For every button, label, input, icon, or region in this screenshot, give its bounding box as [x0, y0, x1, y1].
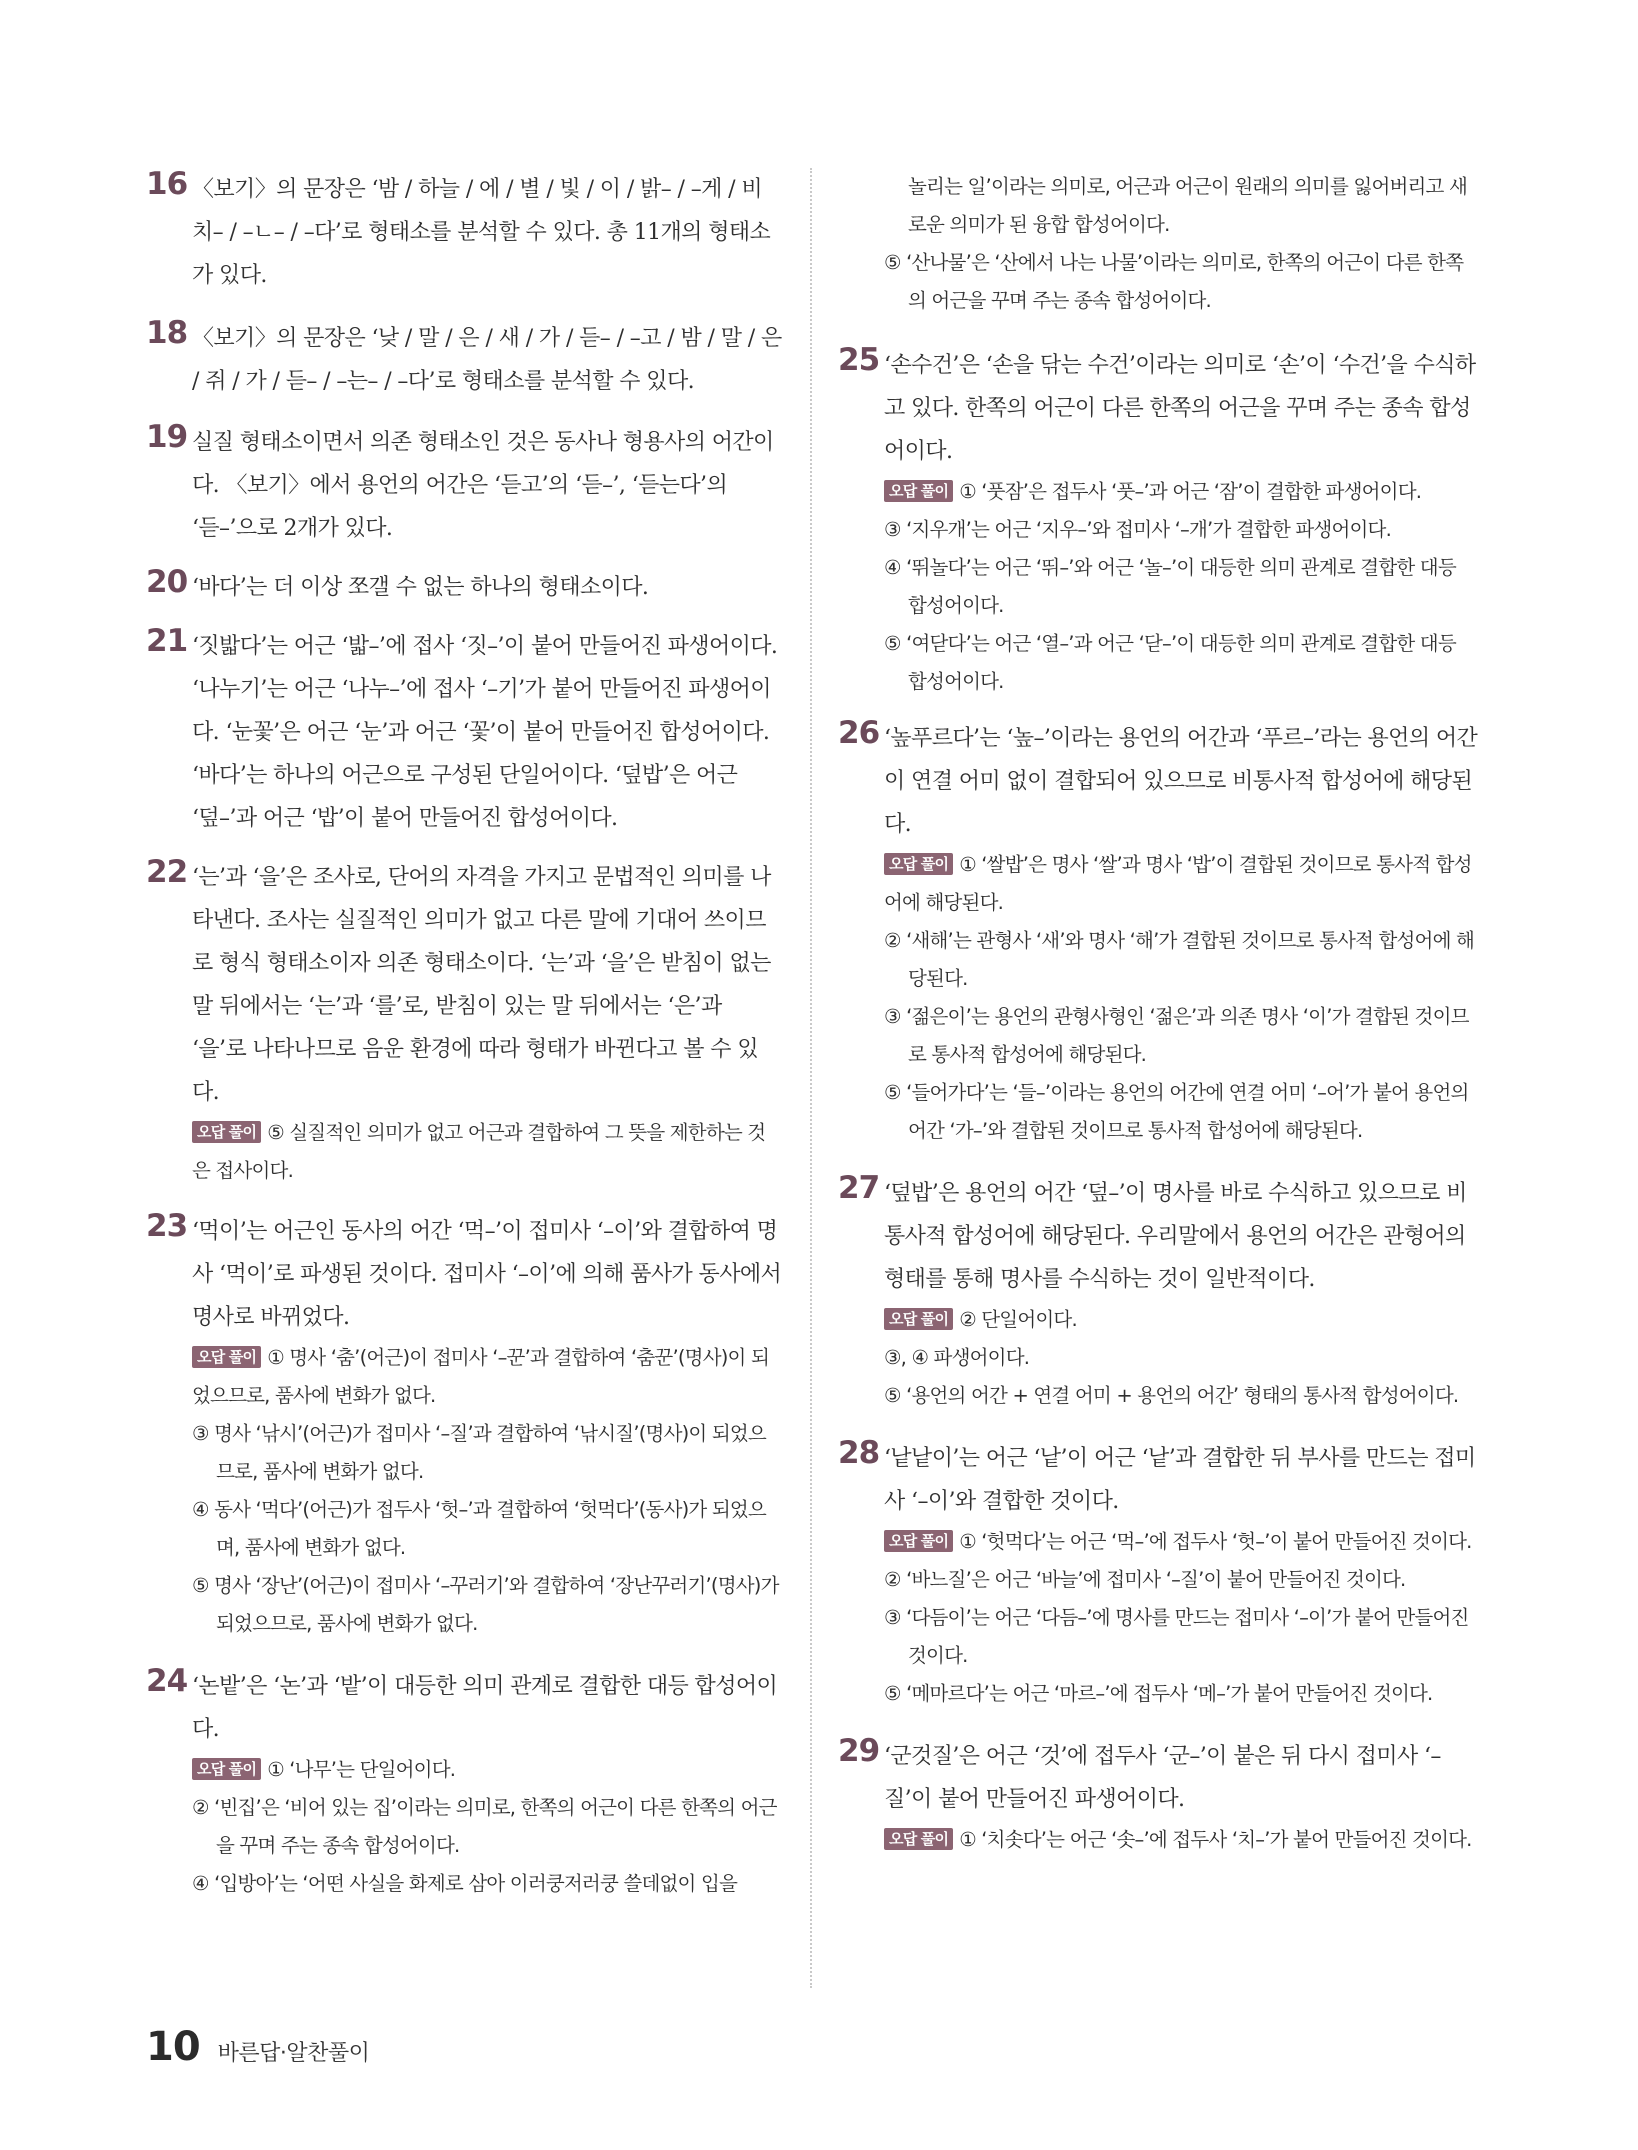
answer-item [146, 1210, 782, 1643]
wrong-answer-note [884, 1821, 1478, 1859]
wrong-answer-note [192, 1339, 782, 1415]
answer-explanation: 〈보기〉의 문장은 ‘낮 / 말 / 은 / 새 / 가 / 듣– / –고 / 밤 / 말 / 은 / 쥐 / 가 / 듣– / –는– / –다’로 형태소를 분석할 수 있다. [192, 326, 782, 394]
answer-explanation: ‘먹이’는 어근인 동사의 어간 ‘먹–’이 접미사 ‘–이’와 결합하여 명사 ‘먹이’로 파생된 것이다. 접미사 ‘–이’에 의해 품사가 동사에서 명사로 바뀌었다. [192, 1219, 782, 1330]
column-divider [810, 168, 812, 1988]
wrong-answer-note [884, 922, 1478, 998]
answer-item [146, 566, 782, 609]
wrong-answer-note [884, 168, 1478, 244]
wrong-answer-note [192, 1751, 782, 1789]
answer-explanation: 〈보기〉의 문장은 ‘밤 / 하늘 / 에 / 별 / 빛 / 이 / 밝– / –게 / 비치– / –ㄴ– / –다’로 형태소를 분석할 수 있다. 총 11개의 형태소가 있다. [192, 177, 771, 288]
question-number: 22 [146, 854, 188, 890]
note-text: ③ 명사 ‘낚시’(어근)가 접미사 ‘–질’과 결합하여 ‘낚시질’(명사)이 되었으므로, 품사에 변화가 없다. [192, 1422, 766, 1483]
book-label: 바른답·알찬풀이 [217, 2041, 370, 2066]
note-text: ⑤ ‘메마르다’는 어근 ‘마르–’에 접두사 ‘메–’가 붙어 만들어진 것이다. [884, 1682, 1433, 1705]
note-text: ② ‘새해’는 관형사 ‘새’와 명사 ‘해’가 결합된 것이므로 통사적 합성어에 해당된다. [884, 929, 1475, 990]
wrong-answer-tag: 오답 풀이 [884, 1530, 953, 1552]
question-number: 26 [838, 715, 880, 751]
wrong-answer-note [192, 1567, 782, 1643]
note-text: ① ‘치솟다’는 어근 ‘솟–’에 접두사 ‘치–’가 붙어 만들어진 것이다. [959, 1828, 1472, 1851]
wrong-answer-note [192, 1114, 782, 1190]
note-text: ③ ‘다듬이’는 어근 ‘다듬–’에 명사를 만드는 접미사 ‘–이’가 붙어 만들어진 것이다. [884, 1606, 1469, 1667]
question-number: 20 [146, 564, 188, 600]
note-text: ② ‘바느질’은 어근 ‘바늘’에 접미사 ‘–질’이 붙어 만들어진 것이다. [884, 1568, 1406, 1591]
wrong-answer-note [884, 1561, 1478, 1599]
note-text: ⑤ ‘산나물’은 ‘산에서 나는 나물’이라는 의미로, 한쪽의 어근이 다른 한쪽의 어근을 꾸며 주는 종속 합성어이다. [884, 251, 1464, 312]
note-text: ① ‘쌀밥’은 명사 ‘쌀’과 명사 ‘밥’이 결합된 것이므로 통사적 합성어에 해당된다. [884, 853, 1472, 914]
note-text: ③, ④ 파생어이다. [884, 1346, 1030, 1369]
note-text: ⑤ 실질적인 의미가 없고 어근과 결합하여 그 뜻을 제한하는 것은 접사이다. [192, 1121, 766, 1182]
answer-item [146, 1665, 782, 1903]
wrong-answer-note [884, 1074, 1478, 1150]
answer-item [838, 717, 1478, 1150]
page-number: 10 [146, 2024, 200, 2070]
wrong-answer-tag: 오답 풀이 [884, 480, 953, 502]
answer-item [838, 1172, 1478, 1415]
answer-item [146, 168, 782, 297]
answer-explanation: ‘높푸르다’는 ‘높–’이라는 용언의 어간과 ‘푸르–’라는 용언의 어간이 연결 어미 없이 결합되어 있으므로 비통사적 합성어에 해당된다. [884, 726, 1478, 837]
note-text: ① ‘나무’는 단일어이다. [267, 1758, 456, 1781]
right-column [838, 168, 1478, 1859]
note-text: ⑤ ‘용언의 어간 + 연결 어미 + 용언의 어간’ 형태의 통사적 합성어이다. [884, 1384, 1459, 1407]
wrong-answer-tag: 오답 풀이 [192, 1346, 261, 1368]
note-text: ④ ‘입방아’는 ‘어떤 사실을 화제로 삼아 이러쿵저러쿵 쓸데없이 입을 [192, 1872, 738, 1895]
answer-explanation: ‘군것질’은 어근 ‘것’에 접두사 ‘군–’이 붙은 뒤 다시 접미사 ‘–질’이 붙어 만들어진 파생어이다. [884, 1744, 1441, 1812]
question-number: 29 [838, 1733, 880, 1769]
question-number: 27 [838, 1170, 880, 1206]
wrong-answer-note [884, 1339, 1478, 1377]
note-text: ⑤ ‘들어가다’는 ‘들–’이라는 용언의 어간에 연결 어미 ‘–어’가 붙어 용언의 어간 ‘가–’와 결합된 것이므로 통사적 합성어에 해당된다. [884, 1081, 1469, 1142]
wrong-answer-note [884, 1675, 1478, 1713]
wrong-answer-note [884, 1599, 1478, 1675]
wrong-answer-note [884, 244, 1478, 320]
note-text: ② ‘빈집’은 ‘비어 있는 집’이라는 의미로, 한쪽의 어근이 다른 한쪽의 어근을 꾸며 주는 종속 합성어이다. [192, 1796, 777, 1857]
wrong-answer-note [192, 1491, 782, 1567]
answer-explanation: ‘논밭’은 ‘논’과 ‘밭’이 대등한 의미 관계로 결합한 대등 합성어이다. [192, 1674, 778, 1742]
question-number: 19 [146, 419, 188, 455]
wrong-answer-note [884, 511, 1478, 549]
answer-item [146, 625, 782, 840]
question-number: 23 [146, 1208, 188, 1244]
wrong-answer-note [192, 1865, 782, 1903]
wrong-answer-note [884, 549, 1478, 625]
question-number: 21 [146, 623, 188, 659]
answer-explanation: ‘짓밟다’는 어근 ‘밟–’에 접사 ‘짓–’이 붙어 만들어진 파생어이다. ‘나누기’는 어근 ‘나누–’에 접사 ‘–기’가 붙어 만들어진 파생어이다. ‘눈꽃’은 어근 ‘눈’과 어근 ‘꽃’이 붙어 만들어진 합성어이다. ‘바다’는 하나의 어근으로 구성된 단일어이다. ‘덮밥’은 어근 ‘덮–’과 어근 ‘밥’이 붙어 만들어진 합성어이다. [192, 634, 778, 831]
answer-item [146, 421, 782, 550]
wrong-answer-note [192, 1415, 782, 1491]
answer-explanation: ‘는’과 ‘을’은 조사로, 단어의 자격을 가지고 문법적인 의미를 나타낸다. 조사는 실질적인 의미가 없고 다른 말에 기대어 쓰이므로 형식 형태소이자 의존 형태소이다. ‘는’과 ‘을’은 받침이 없는 말 뒤에서는 ‘는’과 ‘를’로, 받침이 있는 말 뒤에서는 ‘은’과 ‘을’로 나타나므로 음운 환경에 따라 형태가 바뀐다고 볼 수 있다. [192, 865, 771, 1105]
answer-item [838, 344, 1478, 701]
question-number: 16 [146, 166, 188, 202]
wrong-answer-tag: 오답 풀이 [192, 1121, 261, 1143]
wrong-answer-note [884, 473, 1478, 511]
answer-item [146, 856, 782, 1190]
wrong-answer-note [884, 846, 1478, 922]
note-text: 놀리는 일’이라는 의미로, 어근과 어근이 원래의 의미를 잃어버리고 새로운 의미가 된 융합 합성어이다. [908, 175, 1468, 236]
wrong-answer-note [884, 1523, 1478, 1561]
wrong-answer-tag: 오답 풀이 [884, 853, 953, 875]
answer-explanation: ‘바다’는 더 이상 쪼갤 수 없는 하나의 형태소이다. [192, 575, 649, 600]
answer-explanation: 실질 형태소이면서 의존 형태소인 것은 동사나 형용사의 어간이다. 〈보기〉에서 용언의 어간은 ‘듣고’의 ‘듣–’, ‘듣는다’의 ‘듣–’으로 2개가 있다. [192, 430, 774, 541]
question-number: 24 [146, 1663, 188, 1699]
answer-explanation: ‘손수건’은 ‘손을 닦는 수건’이라는 의미로 ‘손’이 ‘수건’을 수식하고 있다. 한쪽의 어근이 다른 한쪽의 어근을 꾸며 주는 종속 합성어이다. [884, 353, 1476, 464]
note-text: ① ‘풋잠’은 접두사 ‘풋–’과 어근 ‘잠’이 결합한 파생어이다. [959, 480, 1422, 503]
wrong-answer-note [884, 1377, 1478, 1415]
note-text: ⑤ ‘여닫다’는 어근 ‘열–’과 어근 ‘닫–’이 대등한 의미 관계로 결합한 대등 합성어이다. [884, 632, 1456, 693]
answer-item [838, 1735, 1478, 1859]
wrong-answer-note [192, 1789, 782, 1865]
note-text: ④ 동사 ‘먹다’(어근)가 접두사 ‘헛–’과 결합하여 ‘헛먹다’(동사)가 되었으며, 품사에 변화가 없다. [192, 1498, 766, 1559]
wrong-answer-tag: 오답 풀이 [884, 1308, 953, 1330]
answer-item [838, 168, 1478, 320]
question-number: 25 [838, 342, 880, 378]
answer-explanation: ‘덮밥’은 용언의 어간 ‘덮–’이 명사를 바로 수식하고 있으므로 비통사적 합성어에 해당된다. 우리말에서 용언의 어간은 관형어의 형태를 통해 명사를 수식하는 것이 일반적이다. [884, 1181, 1467, 1292]
note-text: ① ‘헛먹다’는 어근 ‘먹–’에 접두사 ‘헛–’이 붙어 만들어진 것이다. [959, 1530, 1472, 1553]
page-footer [146, 2024, 369, 2070]
note-text: ② 단일어이다. [959, 1308, 1077, 1331]
note-text: ⑤ 명사 ‘장난’(어근)이 접미사 ‘–꾸러기’와 결합하여 ‘장난꾸러기’(명사)가 되었으므로, 품사에 변화가 없다. [192, 1574, 779, 1635]
answer-item [146, 317, 782, 403]
note-text: ③ ‘지우개’는 어근 ‘지우–’와 접미사 ‘–개’가 결합한 파생어이다. [884, 518, 1391, 541]
question-number: 18 [146, 315, 188, 351]
answer-explanation: ‘낱낱이’는 어근 ‘낱’이 어근 ‘낱’과 결합한 뒤 부사를 만드는 접미사 ‘–이’와 결합한 것이다. [884, 1446, 1476, 1514]
wrong-answer-tag: 오답 풀이 [192, 1758, 261, 1780]
note-text: ③ ‘젊은이’는 용언의 관형사형인 ‘젊은’과 의존 명사 ‘이’가 결합된 것이므로 통사적 합성어에 해당된다. [884, 1005, 1469, 1066]
wrong-answer-note [884, 1301, 1478, 1339]
note-text: ① 명사 ‘춤’(어근)이 접미사 ‘–꾼’과 결합하여 ‘춤꾼’(명사)이 되었으므로, 품사에 변화가 없다. [192, 1346, 770, 1407]
left-column [146, 168, 782, 1903]
note-text: ④ ‘뛰놀다’는 어근 ‘뛰–’와 어근 ‘놀–’이 대등한 의미 관계로 결합한 대등 합성어이다. [884, 556, 1456, 617]
wrong-answer-note [884, 998, 1478, 1074]
question-number: 28 [838, 1435, 880, 1471]
wrong-answer-tag: 오답 풀이 [884, 1828, 953, 1850]
wrong-answer-note [884, 625, 1478, 701]
answer-item [838, 1437, 1478, 1713]
